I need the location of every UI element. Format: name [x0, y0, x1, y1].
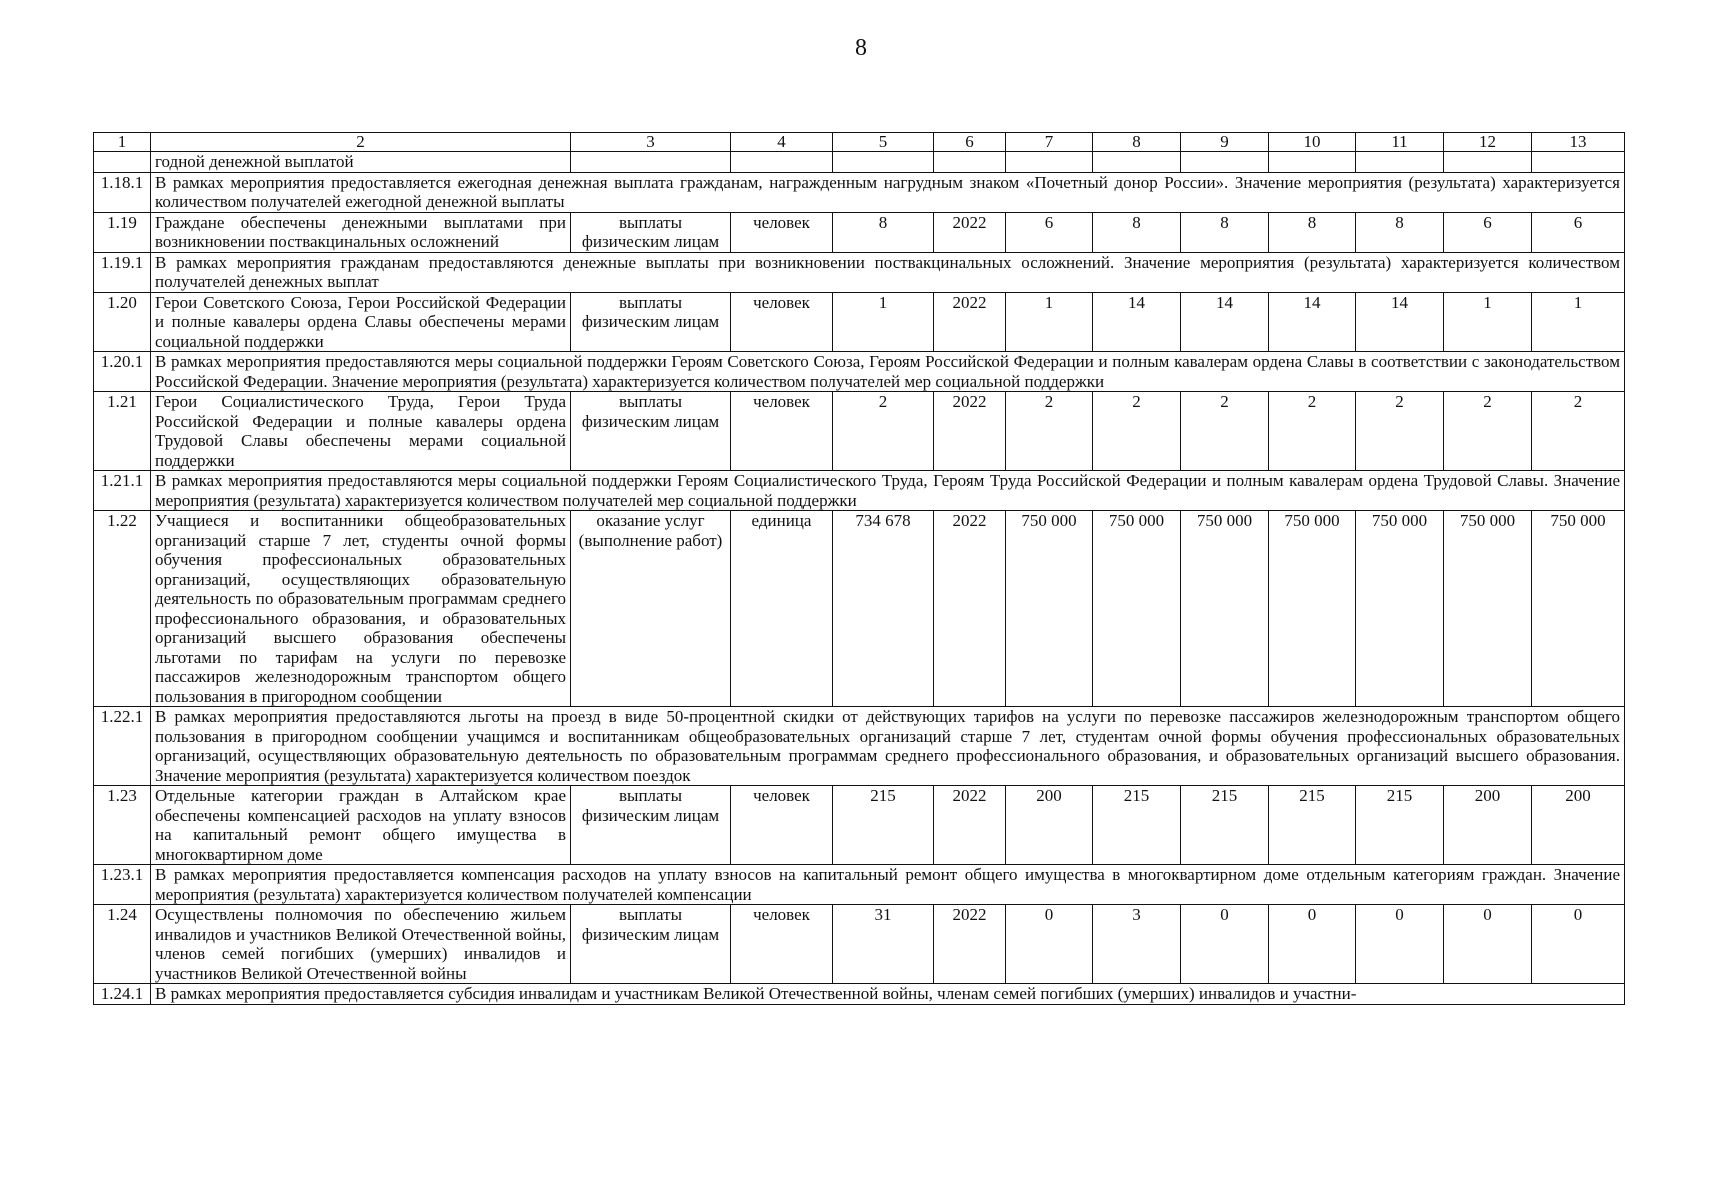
description-text: В рамках мероприятия предоставляются меры социальной поддержки Героям Советского Союза, Героям Российской Федерации и полным кавалерам ордена Славы в соответствии с законодательством Российской Федерации. Значение мероприятия (результата) характеризуется количеством получателей мер социальной поддержки: [151, 352, 1625, 392]
table-row: [94, 786, 1625, 865]
unit: единица: [731, 511, 833, 707]
value-cell: 2: [1093, 392, 1181, 471]
measure-name: Герои Социалистического Труда, Герои Труда Российской Федерации и полные кавалеры ордена Трудовой Славы обеспечены мерами социальной поддержки: [151, 392, 571, 471]
description-row: [94, 865, 1625, 905]
value-cell: 0: [1532, 905, 1625, 984]
value-cell: 750 000: [1269, 511, 1356, 707]
unit: человек: [731, 392, 833, 471]
header-cell-9: 9: [1181, 133, 1269, 152]
value-cell: 2: [1532, 392, 1625, 471]
description-text: В рамках мероприятия гражданам предоставляются денежные выплаты при возникновении поствакцинальных осложнений. Значение мероприятия (результата) характеризуется количеством получателей денежных выплат: [151, 252, 1625, 292]
value-cell: 2: [1269, 392, 1356, 471]
row-number: [94, 152, 151, 173]
base-year: 2022: [934, 786, 1006, 865]
measure-name: Учащиеся и воспитанники общеобразовательных организаций старше 7 лет, студенты очной формы обучения профессиональных образовательных организаций, осуществляющих образовательную деятельность по образовательным программам среднего профессионального образования, и образовательных организаций высшего образования обеспечены льготами по тарифам на услуги по перевозке пассажиров железнодорожным транспортом общего пользования в пригородном сообщении: [151, 511, 571, 707]
table-row: [94, 905, 1625, 984]
empty-cell: [1444, 152, 1532, 173]
row-number: 1.20: [94, 292, 151, 352]
table-row: [94, 292, 1625, 352]
table-row: [94, 212, 1625, 252]
value-cell: 1: [1006, 292, 1093, 352]
measure-name: Осуществлены полномочия по обеспечению жильем инвалидов и участников Великой Отечественной войны, членов семей погибших (умерших) инвалидов и участников Великой Отечественной войны: [151, 905, 571, 984]
value-cell: 200: [1006, 786, 1093, 865]
value-cell: 8: [1269, 212, 1356, 252]
value-cell: 750 000: [1093, 511, 1181, 707]
row-number: 1.19.1: [94, 252, 151, 292]
header-cell-13: 13: [1532, 133, 1625, 152]
measures-table: [93, 132, 1625, 1005]
row-number: 1.20.1: [94, 352, 151, 392]
value-cell: 0: [1006, 905, 1093, 984]
value-cell: 2: [1181, 392, 1269, 471]
value-cell: 8: [1181, 212, 1269, 252]
value-cell: 0: [1269, 905, 1356, 984]
description-row: [94, 352, 1625, 392]
value-cell: 6: [1444, 212, 1532, 252]
header-row: [94, 133, 1625, 152]
description-row: [94, 252, 1625, 292]
description-row: [94, 172, 1625, 212]
base-value: 215: [833, 786, 934, 865]
empty-cell: [731, 152, 833, 173]
value-cell: 14: [1093, 292, 1181, 352]
value-cell: 215: [1181, 786, 1269, 865]
table-row: [94, 511, 1625, 707]
empty-cell: [1269, 152, 1356, 173]
value-cell: 0: [1356, 905, 1444, 984]
value-cell: 215: [1269, 786, 1356, 865]
description-text: В рамках мероприятия предоставляется субсидия инвалидам и участникам Великой Отечественной войны, членам семей погибших (умерших) инвалидов и участни-: [151, 984, 1625, 1005]
measure-type: выплаты физическим лицам: [571, 905, 731, 984]
header-cell-8: 8: [1093, 133, 1181, 152]
value-cell: 6: [1532, 212, 1625, 252]
value-cell: 0: [1444, 905, 1532, 984]
value-cell: 2: [1006, 392, 1093, 471]
header-cell-3: 3: [571, 133, 731, 152]
value-cell: 14: [1356, 292, 1444, 352]
header-cell-4: 4: [731, 133, 833, 152]
page-number: 8: [855, 35, 867, 61]
description-row: [94, 471, 1625, 511]
measure-type: оказание услуг (выполнение работ): [571, 511, 731, 707]
measure-name: Герои Советского Союза, Герои Российской Федерации и полные кавалеры ордена Славы обеспечены мерами социальной поддержки: [151, 292, 571, 352]
header-cell-6: 6: [934, 133, 1006, 152]
description-text: В рамках мероприятия предоставляется ежегодная денежная выплата гражданам, награжденным нагрудным знаком «Почетный донор России». Значение мероприятия (результата) характеризуется количеством получателей ежегодной денежной выплаты: [151, 172, 1625, 212]
value-cell: 750 000: [1532, 511, 1625, 707]
measure-type: выплаты физическим лицам: [571, 212, 731, 252]
header-cell-2: 2: [151, 133, 571, 152]
value-cell: 8: [1356, 212, 1444, 252]
row-number: 1.23: [94, 786, 151, 865]
description-text: В рамках мероприятия предоставляются меры социальной поддержки Героям Социалистического Труда, Героям Труда Российской Федерации и полным кавалерам ордена Трудовой Славы. Значение мероприятия (результата) характеризуется количеством получателей мер социальной поддержки: [151, 471, 1625, 511]
row-number: 1.21.1: [94, 471, 151, 511]
row-number: 1.24.1: [94, 984, 151, 1005]
base-year: 2022: [934, 392, 1006, 471]
measure-name: Отдельные категории граждан в Алтайском крае обеспечены компенсацией расходов на уплату взносов на капитальный ремонт общего имущества в многоквартирном доме: [151, 786, 571, 865]
empty-cell: [571, 152, 731, 173]
measure-type: выплаты физическим лицам: [571, 292, 731, 352]
row-number: 1.22.1: [94, 707, 151, 786]
value-cell: 750 000: [1006, 511, 1093, 707]
empty-cell: [833, 152, 934, 173]
value-cell: 750 000: [1444, 511, 1532, 707]
base-value: 2: [833, 392, 934, 471]
base-year: 2022: [934, 292, 1006, 352]
description-row: [94, 984, 1625, 1005]
unit: человек: [731, 212, 833, 252]
empty-cell: [1356, 152, 1444, 173]
description-text: В рамках мероприятия предоставляются льготы на проезд в виде 50-процентной скидки от действующих тарифов на услуги по перевозке пассажиров железнодорожным транспортом общего пользования в пригородном сообщении учащимся и воспитанникам общеобразовательных организаций старше 7 лет, студентам очной формы обучения профессиональных образовательных организаций, осуществляющих образовательную деятельность по образовательным программам среднего профессионального образования, и образовательных организаций высшего образования. Значение мероприятия (результата) характеризуется количеством поездок: [151, 707, 1625, 786]
row-number: 1.24: [94, 905, 151, 984]
base-value: 8: [833, 212, 934, 252]
value-cell: 1: [1444, 292, 1532, 352]
header-cell-1: 1: [94, 133, 151, 152]
unit: человек: [731, 292, 833, 352]
row-number: 1.18.1: [94, 172, 151, 212]
value-cell: 750 000: [1356, 511, 1444, 707]
row-number: 1.23.1: [94, 865, 151, 905]
header-cell-5: 5: [833, 133, 934, 152]
description-text: В рамках мероприятия предоставляется компенсация расходов на уплату взносов на капитальный ремонт общего имущества в многоквартирном доме отдельным категориям граждан. Значение мероприятия (результата) характеризуется количеством получателей компенсации: [151, 865, 1625, 905]
table-body: [94, 133, 1625, 1005]
empty-cell: [1093, 152, 1181, 173]
value-cell: 2: [1444, 392, 1532, 471]
value-cell: 2: [1356, 392, 1444, 471]
base-value: 31: [833, 905, 934, 984]
measure-name: Граждане обеспечены денежными выплатами при возникновении поствакцинальных осложнений: [151, 212, 571, 252]
row-number: 1.19: [94, 212, 151, 252]
value-cell: 3: [1093, 905, 1181, 984]
row-number: 1.21: [94, 392, 151, 471]
value-cell: 215: [1356, 786, 1444, 865]
empty-cell: [1532, 152, 1625, 173]
value-cell: 750 000: [1181, 511, 1269, 707]
measure-type: выплаты физическим лицам: [571, 392, 731, 471]
value-cell: 8: [1093, 212, 1181, 252]
value-cell: 14: [1269, 292, 1356, 352]
unit: человек: [731, 905, 833, 984]
continued-text: годной денежной выплатой: [151, 152, 571, 173]
header-cell-12: 12: [1444, 133, 1532, 152]
empty-cell: [1181, 152, 1269, 173]
measure-type: выплаты физическим лицам: [571, 786, 731, 865]
table-row: [94, 392, 1625, 471]
description-row: [94, 707, 1625, 786]
header-cell-10: 10: [1269, 133, 1356, 152]
value-cell: 200: [1444, 786, 1532, 865]
row-number: 1.22: [94, 511, 151, 707]
value-cell: 200: [1532, 786, 1625, 865]
header-cell-11: 11: [1356, 133, 1444, 152]
empty-cell: [934, 152, 1006, 173]
base-year: 2022: [934, 212, 1006, 252]
base-year: 2022: [934, 511, 1006, 707]
empty-cell: [1006, 152, 1093, 173]
value-cell: 6: [1006, 212, 1093, 252]
base-year: 2022: [934, 905, 1006, 984]
base-value: 734 678: [833, 511, 934, 707]
base-value: 1: [833, 292, 934, 352]
header-cell-7: 7: [1006, 133, 1093, 152]
unit: человек: [731, 786, 833, 865]
value-cell: 1: [1532, 292, 1625, 352]
value-cell: 215: [1093, 786, 1181, 865]
value-cell: 14: [1181, 292, 1269, 352]
value-cell: 0: [1181, 905, 1269, 984]
continuation-row: [94, 152, 1625, 173]
